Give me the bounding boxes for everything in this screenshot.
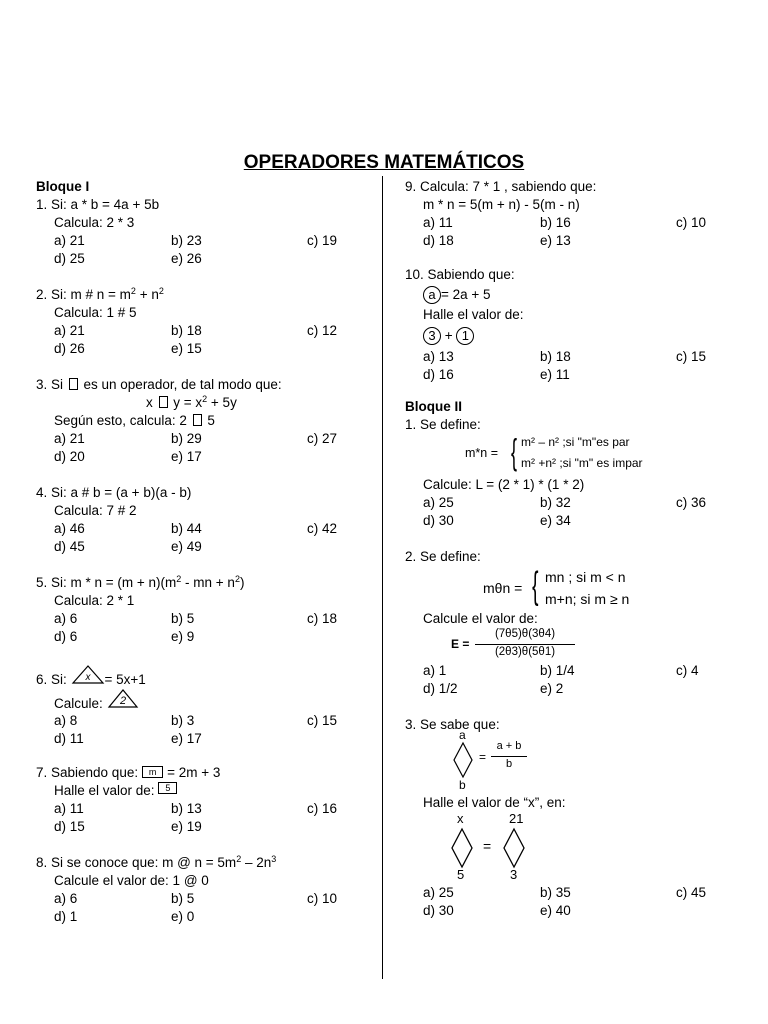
option-c: c) 45 <box>676 885 707 900</box>
diamond-icon <box>453 742 473 778</box>
option-b: b) 1/4 <box>540 663 575 678</box>
question-text: 1. Se define: <box>405 417 481 432</box>
svg-text:x: x <box>85 672 91 683</box>
question-3 <box>36 376 376 466</box>
piecewise-definition: m*n = { m² – n² ;si "m"es par m² +n² ;si "m" es impar <box>465 431 643 472</box>
option-a: a) 25 <box>423 495 454 510</box>
fraction-bar <box>491 756 527 757</box>
question-10 <box>405 266 745 384</box>
operator-rect-icon: 5 <box>158 782 177 794</box>
question-7 <box>36 764 376 836</box>
option-a: a) 6 <box>54 891 78 906</box>
question-text: 2. Se define: <box>405 549 481 564</box>
option-d: d) 1 <box>54 909 78 924</box>
option-c: c) 10 <box>307 891 338 906</box>
option-b: b) 13 <box>171 801 202 816</box>
svg-text:2: 2 <box>119 695 126 707</box>
question-subtext: Halle el valor de: 5 <box>36 782 376 800</box>
option-e: e) 49 <box>171 539 202 554</box>
right-column <box>405 178 745 920</box>
question-formula: a = 2a + 5 <box>405 284 745 306</box>
question-subtext: Calcula: 7 # 2 <box>54 503 137 518</box>
operator-box-icon <box>159 396 168 408</box>
question-subtext: Calcule el valor de: <box>423 611 538 626</box>
option-b: b) 32 <box>540 495 571 510</box>
option-a: a) 8 <box>54 713 78 728</box>
option-a: a) 21 <box>54 323 85 338</box>
question-6 <box>36 664 376 748</box>
question-text: 3. Si es un operador, de tal modo que: <box>36 377 282 392</box>
option-c: c) 42 <box>307 521 338 536</box>
option-c: c) 12 <box>307 323 338 338</box>
question-subtext: Según esto, calcula: 2 5 <box>54 413 215 428</box>
page-title: OPERADORES MATEMÁTICOS <box>243 152 525 173</box>
question-expression: 3 + 1 <box>405 324 745 348</box>
diamond-icon <box>451 828 473 868</box>
brace-icon: { <box>511 431 518 472</box>
question-text: 10. Sabiendo que: <box>405 267 515 282</box>
question-b2-1 <box>405 416 745 530</box>
piecewise-definition: mθn = { mn ; si m < n m+n; si m ≥ n <box>483 565 630 607</box>
question-formula: m * n = 5(m + n) - 5(m - n) <box>423 197 580 212</box>
option-b: b) 44 <box>171 521 202 536</box>
option-c: c) 27 <box>307 431 338 446</box>
question-subtext: Halle el valor de “x”, en: <box>423 795 566 810</box>
question-subtext: Calcula: 2 * 1 <box>54 593 135 608</box>
option-e: e) 11 <box>540 367 570 382</box>
option-a: a) 11 <box>423 215 453 230</box>
option-e: e) 0 <box>171 909 195 924</box>
option-c: c) 4 <box>676 663 699 678</box>
diamond-definition: a b = a + b b <box>405 734 745 794</box>
option-b: b) 35 <box>540 885 571 900</box>
option-d: d) 15 <box>54 819 85 834</box>
option-b: b) 18 <box>171 323 202 338</box>
option-d: d) 6 <box>54 629 78 644</box>
option-d: d) 1/2 <box>423 681 458 696</box>
option-b: b) 16 <box>540 215 571 230</box>
question-b2-2 <box>405 548 745 698</box>
question-formula: x $y = x^2 + 5y$ <box>146 394 237 410</box>
option-b: b) 5 <box>171 891 195 906</box>
option-a: a) 11 <box>54 801 84 816</box>
question-8 <box>36 854 376 926</box>
option-b: b) 5 <box>171 611 195 626</box>
left-column <box>36 178 376 926</box>
option-c: c) 15 <box>307 713 338 728</box>
question-text: 2. Si: m # $n = m^2 + n^2$ <box>36 286 164 302</box>
option-e: e) 19 <box>171 819 202 834</box>
fraction-expression: E = (7θ5)θ(3θ4) (2θ3)θ(5θ1) <box>405 628 745 662</box>
diamond-icon <box>503 828 525 868</box>
column-divider <box>382 176 383 979</box>
option-b: b) 23 <box>171 233 202 248</box>
option-b: b) 18 <box>540 349 571 364</box>
option-a: a) 21 <box>54 431 85 446</box>
option-d: d) 16 <box>423 367 454 382</box>
question-subtext: Halle el valor de: <box>423 307 524 322</box>
option-c: c) 16 <box>307 801 338 816</box>
question-9 <box>405 178 745 250</box>
question-subtext: Calcula: 2 * 3 <box>54 215 135 230</box>
option-d: d) 30 <box>423 513 454 528</box>
option-b: b) 3 <box>171 713 195 728</box>
option-e: e) 13 <box>540 233 571 248</box>
option-d: d) 20 <box>54 449 85 464</box>
question-2 <box>36 286 376 358</box>
question-text: 5. Si: $m * n = (m + n)(m^2$ - mn + $n^2$) <box>36 574 245 590</box>
option-e: e) 17 <box>171 449 202 464</box>
circle-operator-icon: a <box>423 286 441 304</box>
option-e: e) 17 <box>171 731 202 746</box>
block-title: Bloque II <box>405 399 462 414</box>
question-text: 8. Si se conoce que: m @ $n = 5m^2 - 2n^3$ <box>36 854 277 870</box>
option-a: a) 21 <box>54 233 85 248</box>
question-subtext: Calcula: 1 # 5 <box>54 305 137 320</box>
question-text: 7. Sabiendo que: m = 2m + 3 <box>36 765 221 780</box>
triangle-icon <box>71 664 105 684</box>
option-c: c) 36 <box>676 495 707 510</box>
question-text: 6. Si: x = 5x+1 <box>36 664 376 688</box>
question-4 <box>36 484 376 556</box>
option-d: d) 25 <box>54 251 85 266</box>
option-a: a) 46 <box>54 521 85 536</box>
option-a: a) 1 <box>423 663 447 678</box>
option-e: e) 2 <box>540 681 564 696</box>
option-e: e) 15 <box>171 341 202 356</box>
fraction-bar <box>475 644 575 645</box>
operator-rect-icon: m <box>142 766 164 778</box>
option-e: e) 40 <box>540 903 571 918</box>
operator-box-icon <box>69 378 78 390</box>
diamond-equation: x 5 = 21 3 <box>405 812 745 884</box>
question-subtext: Calcule el valor de: 1 @ 0 <box>54 873 209 888</box>
circle-operator-icon: 1 <box>456 327 474 345</box>
question-text: 4. Si: a # b = (a + b)(a - b) <box>36 485 192 500</box>
question-text: 1. Si: a * b = 4a + 5b <box>36 197 160 212</box>
option-e: e) 26 <box>171 251 202 266</box>
option-d: d) 11 <box>54 731 84 746</box>
option-c: c) 18 <box>307 611 338 626</box>
option-c: c) 15 <box>676 349 707 364</box>
option-d: d) 18 <box>423 233 454 248</box>
option-c: c) 10 <box>676 215 707 230</box>
option-e: e) 9 <box>171 629 195 644</box>
option-e: e) 34 <box>540 513 571 528</box>
option-a: a) 6 <box>54 611 78 626</box>
option-d: d) 45 <box>54 539 85 554</box>
option-d: d) 30 <box>423 903 454 918</box>
block-title: Bloque I <box>36 179 90 194</box>
option-d: d) 26 <box>54 341 85 356</box>
circle-operator-icon: 3 <box>423 327 441 345</box>
question-5 <box>36 574 376 646</box>
question-b2-3 <box>405 716 745 920</box>
option-c: c) 19 <box>307 233 338 248</box>
brace-icon: { <box>532 565 539 607</box>
option-b: b) 29 <box>171 431 202 446</box>
question-1 <box>36 196 376 268</box>
option-a: a) 25 <box>423 885 454 900</box>
question-subtext: Calcule: 2 <box>36 688 376 712</box>
operator-box-icon <box>193 414 202 426</box>
triangle-icon <box>107 688 139 708</box>
option-a: a) 13 <box>423 349 454 364</box>
question-subtext: Calcule: L = (2 * 1) * (1 * 2) <box>423 477 585 492</box>
question-text: 3. Se sabe que: <box>405 717 500 732</box>
question-text: 9. Calcula: 7 * 1 , sabiendo que: <box>405 179 597 194</box>
